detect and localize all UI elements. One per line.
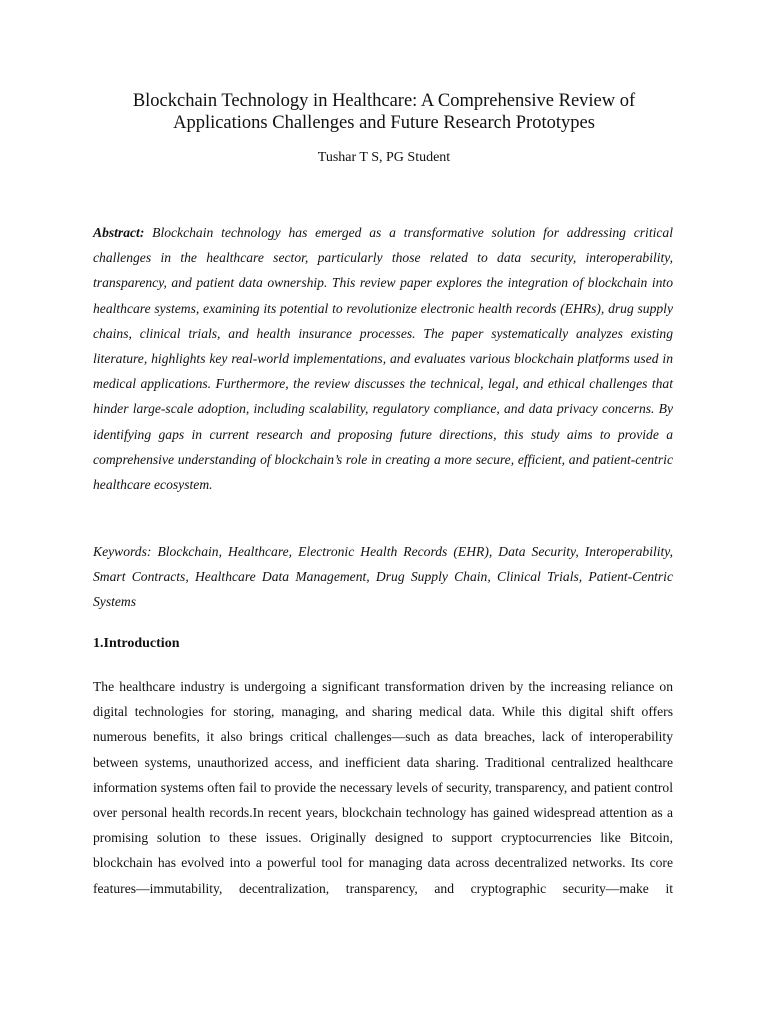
abstract-label: Abstract:: [93, 225, 145, 240]
paper-title: [60, 90, 708, 134]
paper-author: Tushar T S, PG Student: [317, 150, 451, 165]
paper-title-line-1: Blockchain Technology in Healthcare: A Comprehensive Review of: [132, 91, 636, 111]
section-heading-introduction: 1.Introduction: [93, 636, 180, 651]
introduction-paragraph: The healthcare industry is undergoing a significant transformation driven by the increasing reliance on digital technologies for storing, managing, and sharing medical data. While this digital shift offers numerous benefits, it also brings critical challenges—such as data breaches, lack of interoperability between systems, unauthorized access, and inefficient data sharing. Traditional centralized healthcare information systems often fail to provide the necessary levels of security, transparency, and patient control over personal health records.In recent years, blockchain technology has gained widespread attention as a promising solution to these issues. Originally designed to support cryptocurrencies like Bitcoin, blockchain has evolved into a powerful tool for managing data across decentralized networks. Its core features—immutability, decentralization, transparency, and cryptographic security—make it: [93, 679, 673, 896]
paper-title-line-2: Applications Challenges and Future Research Prototypes: [173, 113, 595, 133]
abstract-paragraph: [93, 220, 673, 497]
abstract-text: Blockchain technology has emerged as a transformative solution for addressing critical challenges in the healthcare sector, particularly those related to data security, interoperability, transparency, and patient data ownership. This review paper explores the integration of blockchain into healthcare systems, examining its potential to revolutionize electronic health records (EHRs), drug supply chains, clinical trials, and health insurance processes. The paper systematically analyzes existing literature, highlights key real-world implementations, and evaluates various blockchain platforms used in medical applications. Furthermore, the review discusses the technical, legal, and ethical challenges that hinder large-scale adoption, including scalability, regulatory compliance, and data privacy concerns. By identifying gaps in current research and proposing future directions, this study aims to provide a comprehensive understanding of blockchain’s role in creating a more secure, efficient, and patient-centric healthcare ecosystem.: [93, 225, 673, 493]
keywords-paragraph: Keywords: Blockchain, Healthcare, Electronic Health Records (EHR), Data Security, Interoperability, Smart Contracts, Healthcare Data Management, Drug Supply Chain, Clinical Trials, Patient-Centric Systems: [93, 544, 673, 610]
